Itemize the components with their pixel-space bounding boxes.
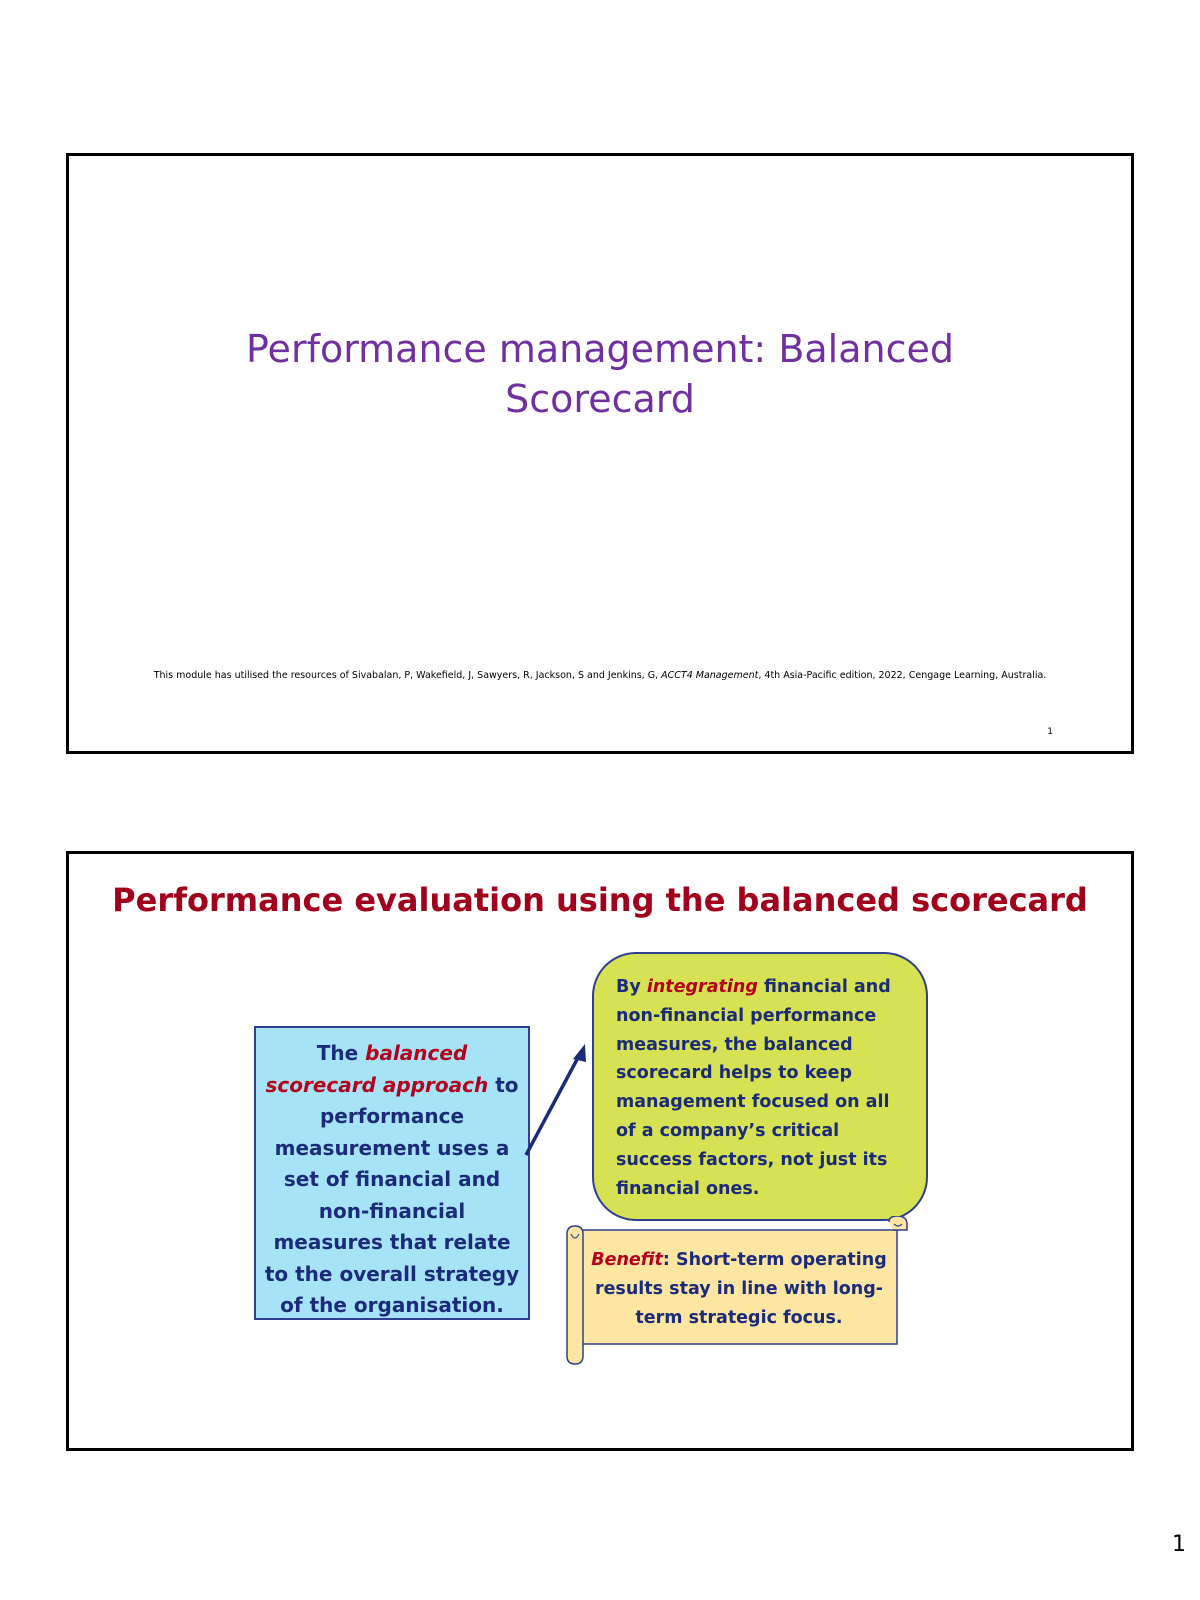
- arrow-head: [573, 1044, 586, 1062]
- credit-suffix: , 4th Asia-Pacific edition, 2022, Cengage Learning, Australia.: [758, 670, 1047, 681]
- page-number: 1: [1172, 1532, 1186, 1557]
- integration-callout: [592, 952, 928, 1221]
- slide-2-title: Performance evaluation using the balanced scorecard: [112, 881, 1088, 919]
- benefit-highlight: Benefit: [591, 1250, 663, 1270]
- slide-1: [66, 153, 1134, 754]
- slide-1-number: 1: [1047, 727, 1053, 737]
- slide-2: [66, 851, 1134, 1451]
- benefit-scroll: [557, 1216, 911, 1368]
- slide-1-title-line-1: Performance management: Balanced: [246, 327, 954, 371]
- arrow-connector: [519, 1034, 599, 1164]
- slide-1-title-line-2: Scorecard: [505, 377, 695, 421]
- credit-prefix: This module has utilised the resources of Sivabalan, P, Wakefield, J, Sawyers, R, Jackson, S and Jenkins, G,: [153, 670, 662, 681]
- definition-prefix: The: [316, 1041, 366, 1065]
- credit-book-title: ACCT4 Management: [661, 670, 759, 681]
- arrow-line: [526, 1052, 581, 1155]
- callout-prefix: By: [616, 977, 647, 997]
- callout-text: financial and non-financial performance measures, the balanced scorecard helps to keep management focused on all of a company’s critical success factors, not just its financial ones.: [616, 977, 891, 1199]
- slide-1-title: [69, 324, 1131, 424]
- definition-highlight: balanced scorecard approach: [265, 1041, 489, 1097]
- definition-text: to performance measurement uses a set of financial and non-financial measures that relate to the overall strategy of the organisation.: [264, 1072, 520, 1317]
- resource-credit: [69, 670, 1131, 681]
- callout-highlight: integrating: [646, 977, 758, 997]
- benefit-text: [579, 1246, 899, 1333]
- benefit-body: : Short-term operating results stay in line with long-term strategic focus.: [594, 1250, 887, 1328]
- balanced-scorecard-definition-box: [254, 1026, 530, 1320]
